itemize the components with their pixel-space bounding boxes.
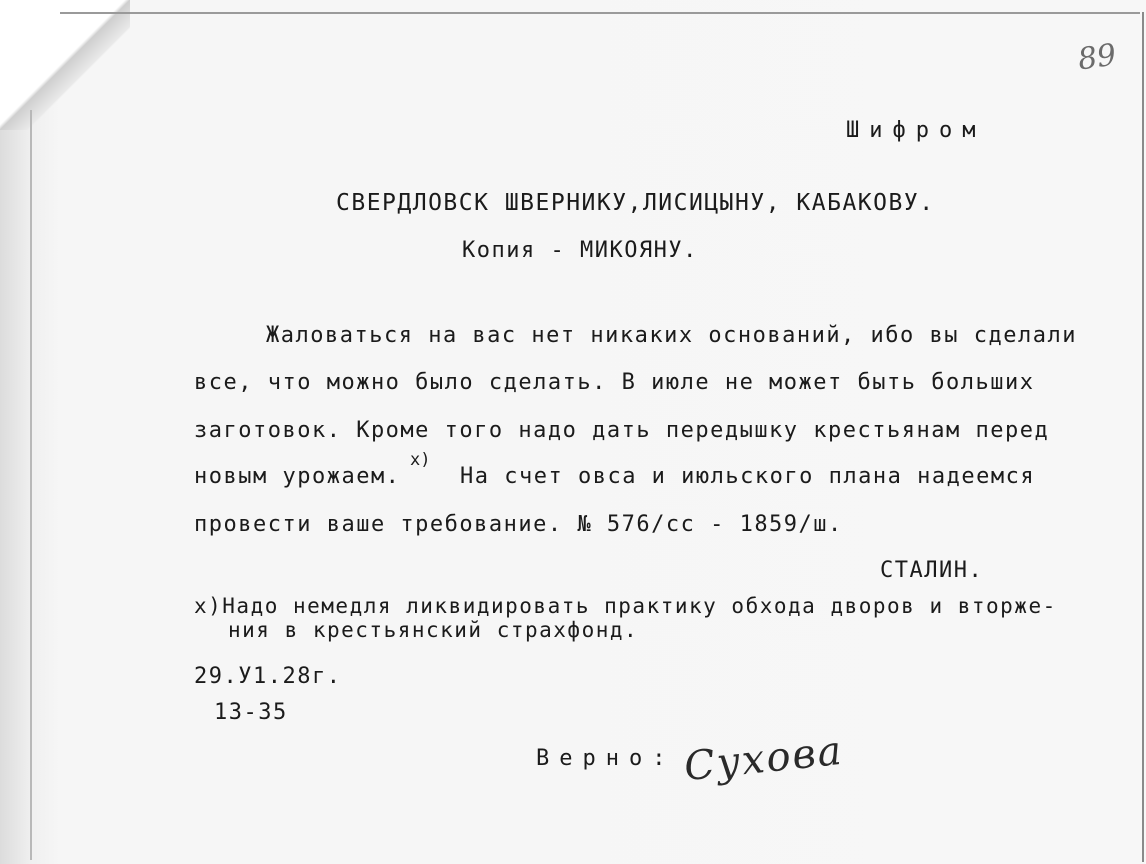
page-number: 89 [1075,37,1119,78]
body-line: На счет овса и июльского плана надеемся [460,464,1036,489]
header-label: Шифром [846,118,986,143]
time: 13-35 [214,700,288,725]
signatory: СТАЛИН. [880,558,984,583]
copy-line: Копия - МИКОЯНУ. [462,238,698,263]
paper-edge-right [1142,12,1144,862]
body-line: все, что можно было сделать. В июле не может быть больших [194,370,1035,395]
body-line: Жаловаться на вас нет никаких оснований, ибо вы сделали [266,323,1077,348]
paper-edge-left [30,110,32,860]
footnote-line: х)Надо немедля ликвидировать практику обхода дворов и вторже- [194,594,1057,618]
body-line: заготовок. Кроме того надо дать передышку крестьянам перед [194,418,1050,443]
footnote-line: ния в крестьянский страхфонд. [228,618,639,642]
body-line: новым урожаем. [194,464,401,489]
folded-corner [0,0,130,130]
body-line: провести ваше требование. № 576/сс - 1859/ш. [194,512,843,537]
footnote-marker: х) [410,450,431,470]
date: 29.У1.28г. [194,664,342,689]
paper-edge-top [60,12,1140,14]
addressee: СВЕРДЛОВСК ШВЕРНИКУ,ЛИСИЦЫНУ, КАБАКОВУ. [336,190,935,216]
handwritten-signature: Сухова [682,727,846,791]
certification-label: Верно: [536,746,676,771]
